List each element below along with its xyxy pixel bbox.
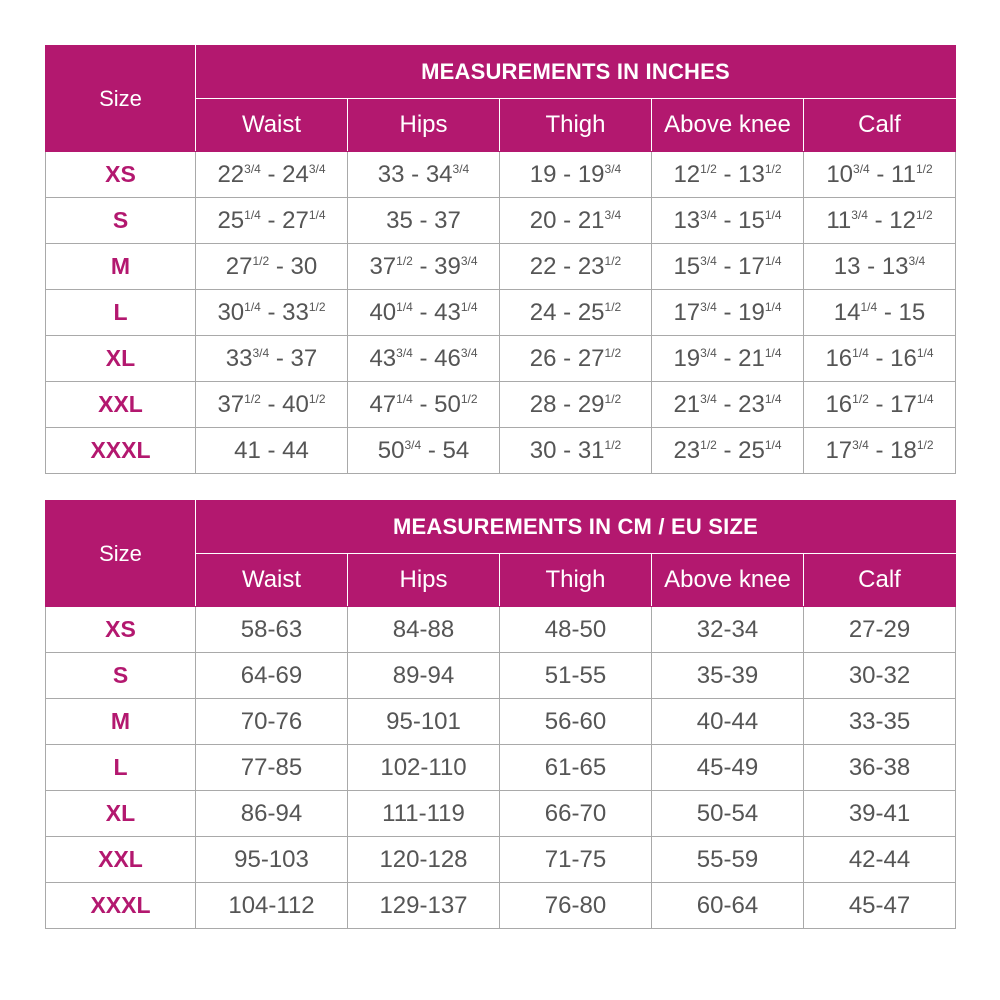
range-separator: - — [556, 160, 578, 188]
column-header-calf: Calf — [804, 99, 956, 152]
range-separator: - — [412, 206, 435, 234]
range-separator: - — [868, 390, 891, 418]
measurement-cell — [196, 244, 348, 290]
table-row — [46, 745, 956, 791]
whole-number: 19 — [673, 344, 701, 372]
fraction: 3/4 — [851, 207, 868, 222]
fraction: 1/2 — [916, 437, 934, 452]
measurement-cell: 51-55 — [500, 653, 652, 699]
fraction: 1/4 — [764, 253, 782, 268]
whole-number: 18 — [890, 436, 917, 464]
fraction: 3/4 — [396, 345, 413, 360]
whole-number: 23 — [738, 390, 765, 418]
fraction: 1/2 — [252, 253, 270, 268]
range-separator: - — [716, 252, 739, 280]
fraction: 1/4 — [916, 345, 934, 360]
measurement-cell: 39-41 — [804, 791, 956, 837]
fraction: 3/4 — [604, 161, 622, 176]
fraction: 1/2 — [460, 391, 478, 406]
whole-number: 34 — [425, 160, 453, 188]
fraction: 1/4 — [396, 391, 413, 406]
measurement-cell: 89-94 — [348, 653, 500, 699]
fraction: 3/4 — [852, 437, 869, 452]
measurement-cell: 120-128 — [348, 837, 500, 883]
fraction: 3/4 — [700, 345, 717, 360]
table-row — [46, 290, 956, 336]
measurement-cell: 66-70 — [500, 791, 652, 837]
size-label: XL — [46, 791, 196, 837]
whole-number: 27 — [282, 206, 309, 234]
fraction: 1/2 — [604, 345, 622, 360]
fraction: 3/4 — [853, 161, 870, 176]
fraction: 1/4 — [852, 345, 869, 360]
fraction: 1/2 — [396, 253, 413, 268]
range-separator: - — [556, 206, 578, 234]
whole-number: 23 — [673, 436, 701, 464]
measurement-cell — [652, 336, 804, 382]
fraction: 1/4 — [396, 299, 413, 314]
table-row — [46, 428, 956, 474]
table-body — [46, 152, 956, 474]
measurement-cell: 36-38 — [804, 745, 956, 791]
whole-number: 14 — [833, 298, 861, 326]
whole-number: 13 — [833, 252, 861, 280]
range-separator: - — [421, 436, 443, 464]
measurement-cell: 84-88 — [348, 607, 500, 653]
measurement-cell — [804, 382, 956, 428]
range-separator: - — [260, 206, 283, 234]
measurement-cell: 30-32 — [804, 653, 956, 699]
fraction: 1/4 — [860, 299, 878, 314]
fraction: 3/4 — [908, 253, 926, 268]
fraction: 1/4 — [764, 437, 782, 452]
range-separator: - — [867, 206, 890, 234]
measurement-cell: 40-44 — [652, 699, 804, 745]
fraction: 1/2 — [764, 161, 782, 176]
fraction: 3/4 — [244, 161, 261, 176]
fraction: 1/2 — [604, 437, 622, 452]
whole-number: 16 — [825, 344, 853, 372]
column-header-waist: Waist — [196, 99, 348, 152]
size-label: M — [46, 244, 196, 290]
range-separator: - — [260, 390, 283, 418]
measurement-cell: 70-76 — [196, 699, 348, 745]
measurement-cell — [804, 428, 956, 474]
size-label: L — [46, 290, 196, 336]
measurement-cell: 64-69 — [196, 653, 348, 699]
whole-number: 30 — [290, 252, 318, 280]
whole-number: 46 — [434, 344, 461, 372]
whole-number: 12 — [889, 206, 916, 234]
whole-number: 21 — [577, 206, 605, 234]
size-label: XL — [46, 336, 196, 382]
size-label: XS — [46, 152, 196, 198]
whole-number: 33 — [282, 298, 309, 326]
fraction: 3/4 — [700, 299, 717, 314]
size-label: S — [46, 653, 196, 699]
measurement-cell — [348, 382, 500, 428]
fraction: 1/2 — [915, 161, 933, 176]
measurement-cell — [196, 198, 348, 244]
size-label: XXL — [46, 837, 196, 883]
whole-number: 13 — [738, 160, 765, 188]
whole-number: 26 — [529, 344, 557, 372]
whole-number: 10 — [826, 160, 854, 188]
range-separator: - — [412, 252, 435, 280]
whole-number: 23 — [577, 252, 605, 280]
measurement-cell — [500, 244, 652, 290]
measurement-cell: 45-49 — [652, 745, 804, 791]
column-header-hips: Hips — [348, 99, 500, 152]
whole-number: 25 — [217, 206, 245, 234]
table-row — [46, 244, 956, 290]
range-separator: - — [716, 160, 739, 188]
whole-number: 19 — [529, 160, 557, 188]
table-row — [46, 699, 956, 745]
fraction: 1/4 — [764, 207, 782, 222]
whole-number: 22 — [217, 160, 245, 188]
size-label: S — [46, 198, 196, 244]
whole-number: 35 — [386, 206, 413, 234]
measurement-cell: 95-101 — [348, 699, 500, 745]
whole-number: 30 — [529, 436, 557, 464]
whole-number: 25 — [577, 298, 605, 326]
range-separator: - — [716, 298, 739, 326]
measurement-cell — [196, 336, 348, 382]
measurement-cell: 77-85 — [196, 745, 348, 791]
fraction: 1/4 — [244, 299, 261, 314]
size-label: L — [46, 745, 196, 791]
fraction: 3/4 — [460, 345, 478, 360]
measurement-cell — [804, 152, 956, 198]
whole-number: 17 — [673, 298, 701, 326]
measurement-cell: 50-54 — [652, 791, 804, 837]
measurement-cell: 33-35 — [804, 699, 956, 745]
range-separator: - — [556, 252, 578, 280]
range-separator: - — [404, 160, 426, 188]
measurement-cell — [804, 336, 956, 382]
measurement-cell — [652, 428, 804, 474]
whole-number: 12 — [673, 160, 701, 188]
table-row — [46, 198, 956, 244]
whole-number: 33 — [377, 160, 405, 188]
measurement-cell — [652, 290, 804, 336]
table-body — [46, 607, 956, 929]
fraction: 3/4 — [604, 207, 622, 222]
whole-number: 19 — [577, 160, 605, 188]
size-label: XXL — [46, 382, 196, 428]
range-separator: - — [869, 160, 892, 188]
range-separator: - — [260, 160, 283, 188]
range-separator: - — [868, 436, 891, 464]
measurement-cell — [196, 290, 348, 336]
measurement-cell: 102-110 — [348, 745, 500, 791]
measurement-cell — [652, 382, 804, 428]
range-separator: - — [556, 344, 578, 372]
whole-number: 24 — [282, 160, 309, 188]
measurement-cell: 56-60 — [500, 699, 652, 745]
whole-number: 27 — [577, 344, 605, 372]
measurement-cell — [500, 336, 652, 382]
whole-number: 29 — [577, 390, 605, 418]
whole-number: 33 — [225, 344, 253, 372]
measurement-cell: 129-137 — [348, 883, 500, 929]
column-header-waist: Waist — [196, 554, 348, 607]
whole-number: 27 — [225, 252, 253, 280]
whole-number: 37 — [217, 390, 245, 418]
measurement-cell — [652, 244, 804, 290]
whole-number: 16 — [890, 344, 917, 372]
size-column-header: Size — [46, 46, 196, 152]
fraction: 1/4 — [916, 391, 934, 406]
whole-number: 37 — [434, 206, 461, 234]
range-separator: - — [716, 344, 739, 372]
whole-number: 31 — [577, 436, 605, 464]
measurement-cell — [348, 336, 500, 382]
table-row — [46, 653, 956, 699]
whole-number: 40 — [369, 298, 397, 326]
fraction: 3/4 — [252, 345, 270, 360]
table-row — [46, 336, 956, 382]
range-separator: - — [556, 436, 578, 464]
measurement-cell: 45-47 — [804, 883, 956, 929]
range-separator: - — [556, 298, 578, 326]
measurement-cell: 35-39 — [652, 653, 804, 699]
size-table-inches — [45, 45, 956, 474]
whole-number: 22 — [529, 252, 557, 280]
size-label: XXXL — [46, 428, 196, 474]
range-separator: - — [269, 344, 291, 372]
range-separator: - — [860, 252, 882, 280]
fraction: 3/4 — [700, 207, 717, 222]
fraction: 1/4 — [460, 299, 478, 314]
range-separator: - — [868, 344, 891, 372]
measurement-cell: 61-65 — [500, 745, 652, 791]
measurement-cell: 95-103 — [196, 837, 348, 883]
whole-number: 16 — [825, 390, 853, 418]
whole-number: 50 — [377, 436, 405, 464]
measurement-cell: 111-119 — [348, 791, 500, 837]
fraction: 1/2 — [604, 253, 622, 268]
range-separator: - — [716, 436, 739, 464]
whole-number: 30 — [217, 298, 245, 326]
range-separator: - — [260, 436, 283, 464]
table-title: MEASUREMENTS IN INCHES — [196, 46, 956, 99]
whole-number: 39 — [434, 252, 461, 280]
measurement-cell — [500, 152, 652, 198]
whole-number: 28 — [529, 390, 557, 418]
column-header-hips: Hips — [348, 554, 500, 607]
measurement-cell: 86-94 — [196, 791, 348, 837]
measurement-cell: 60-64 — [652, 883, 804, 929]
fraction: 1/4 — [764, 391, 782, 406]
fraction: 1/2 — [308, 299, 326, 314]
table-row — [46, 607, 956, 653]
measurement-cell: 104-112 — [196, 883, 348, 929]
fraction: 3/4 — [700, 391, 717, 406]
whole-number: 37 — [290, 344, 318, 372]
range-separator: - — [269, 252, 291, 280]
fraction: 3/4 — [460, 253, 478, 268]
measurement-cell: 27-29 — [804, 607, 956, 653]
whole-number: 15 — [673, 252, 701, 280]
fraction: 1/2 — [604, 299, 622, 314]
whole-number: 43 — [369, 344, 397, 372]
whole-number: 44 — [282, 436, 309, 464]
measurement-cell: 76-80 — [500, 883, 652, 929]
range-separator: - — [716, 390, 739, 418]
measurement-cell — [804, 244, 956, 290]
size-label: M — [46, 699, 196, 745]
whole-number: 43 — [434, 298, 461, 326]
fraction: 1/4 — [764, 345, 782, 360]
range-separator: - — [412, 390, 435, 418]
measurement-cell — [500, 382, 652, 428]
fraction: 1/2 — [700, 161, 717, 176]
whole-number: 13 — [881, 252, 909, 280]
column-header-calf: Calf — [804, 554, 956, 607]
table-row — [46, 152, 956, 198]
size-table-cm — [45, 500, 956, 929]
whole-number: 19 — [738, 298, 765, 326]
size-label: XXXL — [46, 883, 196, 929]
measurement-cell — [348, 198, 500, 244]
fraction: 3/4 — [404, 437, 422, 452]
whole-number: 54 — [442, 436, 470, 464]
measurement-cell — [500, 428, 652, 474]
range-separator: - — [877, 298, 899, 326]
fraction: 1/2 — [244, 391, 261, 406]
fraction: 1/4 — [764, 299, 782, 314]
measurement-cell — [348, 290, 500, 336]
fraction: 3/4 — [308, 161, 326, 176]
whole-number: 40 — [282, 390, 309, 418]
whole-number: 11 — [891, 160, 916, 188]
measurement-cell: 58-63 — [196, 607, 348, 653]
measurement-cell: 55-59 — [652, 837, 804, 883]
measurement-cell — [196, 382, 348, 428]
measurement-cell — [804, 290, 956, 336]
whole-number: 50 — [434, 390, 461, 418]
fraction: 3/4 — [700, 253, 717, 268]
whole-number: 37 — [369, 252, 397, 280]
whole-number: 15 — [898, 298, 926, 326]
whole-number: 11 — [826, 206, 852, 234]
measurement-cell — [348, 428, 500, 474]
size-label: XS — [46, 607, 196, 653]
measurement-cell — [348, 152, 500, 198]
table-row — [46, 791, 956, 837]
table-row — [46, 837, 956, 883]
whole-number: 21 — [673, 390, 701, 418]
column-header-above-knee: Above knee — [652, 99, 804, 152]
whole-number: 25 — [738, 436, 765, 464]
fraction: 1/2 — [604, 391, 622, 406]
column-header-thigh: Thigh — [500, 99, 652, 152]
measurement-cell — [196, 428, 348, 474]
fraction: 1/4 — [308, 207, 326, 222]
measurement-cell: 71-75 — [500, 837, 652, 883]
whole-number: 17 — [738, 252, 765, 280]
measurement-cell — [196, 152, 348, 198]
fraction: 1/2 — [308, 391, 326, 406]
whole-number: 13 — [673, 206, 701, 234]
table-row — [46, 382, 956, 428]
whole-number: 17 — [890, 390, 917, 418]
column-header-thigh: Thigh — [500, 554, 652, 607]
whole-number: 17 — [825, 436, 853, 464]
whole-number: 41 — [234, 436, 261, 464]
table-row — [46, 883, 956, 929]
fraction: 1/2 — [700, 437, 717, 452]
range-separator: - — [260, 298, 283, 326]
measurement-cell — [500, 290, 652, 336]
size-column-header: Size — [46, 501, 196, 607]
measurement-cell: 48-50 — [500, 607, 652, 653]
range-separator: - — [556, 390, 578, 418]
measurement-cell — [500, 198, 652, 244]
measurement-cell — [652, 198, 804, 244]
whole-number: 15 — [738, 206, 765, 234]
fraction: 1/2 — [852, 391, 869, 406]
range-separator: - — [412, 344, 435, 372]
measurement-cell — [348, 244, 500, 290]
table-title: MEASUREMENTS IN CM / EU SIZE — [196, 501, 956, 554]
whole-number: 20 — [529, 206, 557, 234]
measurement-cell: 32-34 — [652, 607, 804, 653]
range-separator: - — [716, 206, 739, 234]
measurement-cell: 42-44 — [804, 837, 956, 883]
fraction: 1/4 — [244, 207, 261, 222]
whole-number: 24 — [529, 298, 557, 326]
whole-number: 21 — [738, 344, 765, 372]
measurement-cell — [652, 152, 804, 198]
measurement-cell — [804, 198, 956, 244]
column-header-above-knee: Above knee — [652, 554, 804, 607]
whole-number: 47 — [369, 390, 397, 418]
range-separator: - — [412, 298, 435, 326]
fraction: 1/2 — [915, 207, 933, 222]
fraction: 3/4 — [452, 161, 470, 176]
